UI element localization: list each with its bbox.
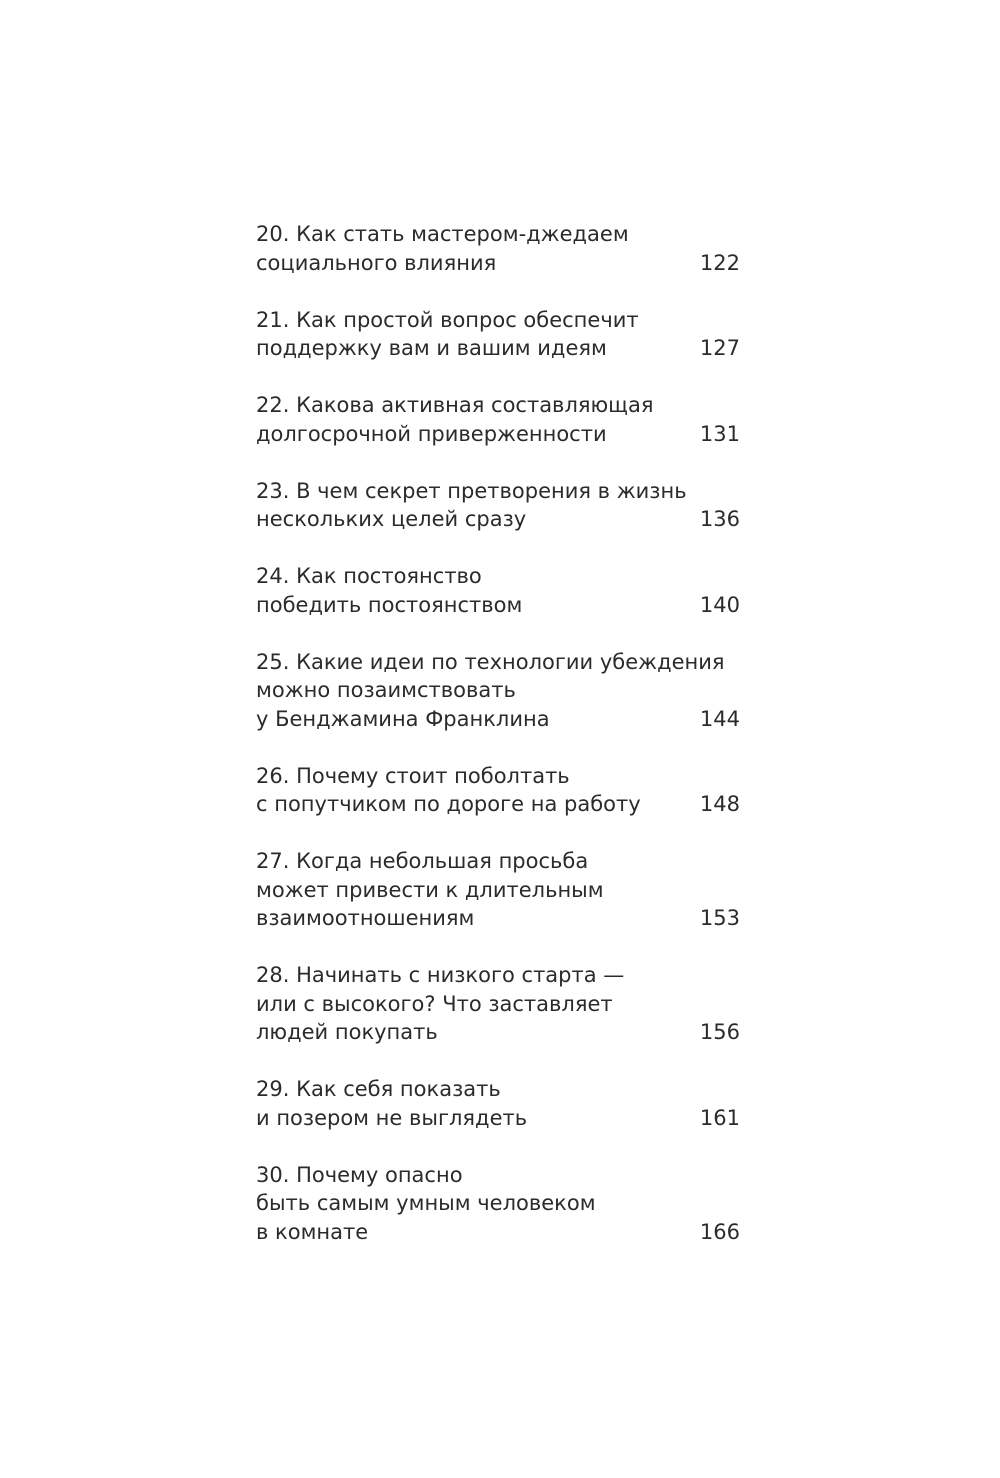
toc-entry-page-number: 153 [699, 906, 740, 930]
toc-entry [256, 847, 740, 933]
toc-entry-title-line: нескольких целей сразу [256, 507, 527, 531]
toc-entry [256, 961, 740, 1047]
toc-entry-title-line: можно позаимствовать [256, 678, 516, 702]
toc-entry-title-line: взаимоотношениям [256, 906, 475, 930]
toc-entry-title-line: у Бенджамина Франклина [256, 706, 550, 731]
toc-entry [256, 477, 740, 534]
toc-entry-page-number: 166 [699, 1219, 740, 1244]
toc-entry-page-number: 122 [699, 250, 740, 275]
toc-entry-page-number: 140 [699, 592, 740, 617]
toc-entry-title-line: долгосрочной приверженности [256, 421, 607, 446]
toc-entry-title-line: и позером не выглядеть [256, 1105, 528, 1130]
toc-entry [256, 1075, 740, 1132]
toc-entry-title-line: 20. Как стать мастером-джедаем [256, 222, 629, 246]
toc-entry-title-line: 29. Как себя показать [256, 1077, 501, 1101]
toc-entry-title-line: 30. Почему опасно [256, 1162, 463, 1187]
toc-entry [256, 562, 740, 619]
toc-entry-title-line: или с высокого? Что заставляет [256, 991, 613, 1016]
table-of-contents [256, 220, 740, 1275]
toc-entry-title-line: 25. Какие идеи по технологии убеждения [256, 649, 725, 674]
toc-entry-page-number: 148 [699, 792, 740, 816]
toc-entry-title-line: в комнате [256, 1219, 369, 1244]
toc-entry-title-line: 26. Почему стоит поболтать [256, 763, 570, 788]
toc-entry-title-line: может привести к длительным [256, 877, 604, 902]
toc-entry-title-line: 24. Как постоянство [256, 564, 482, 588]
toc-entry [256, 648, 740, 734]
toc-entry [256, 762, 740, 819]
toc-entry-title-line: 23. В чем секрет претворения в жизнь [256, 478, 687, 503]
toc-entry-page-number: 127 [699, 336, 740, 360]
toc-entry-title-line: людей покупать [256, 1020, 438, 1044]
toc-entry-page-number: 161 [699, 1105, 740, 1130]
toc-entry-title-line: победить постоянством [256, 592, 523, 617]
toc-entry-title-line: 28. Начинать с низкого старта — [256, 963, 625, 987]
toc-entry-title-line: социального влияния [256, 250, 497, 275]
toc-entry-title-line: 21. Как простой вопрос обеспечит [256, 307, 639, 332]
toc-entry-title-line: 27. Когда небольшая просьба [256, 849, 589, 873]
toc-entry-page-number: 144 [699, 706, 740, 731]
toc-entry-title-line: с попутчиком по дороге на работу [256, 792, 641, 816]
toc-entry [256, 220, 740, 277]
toc-entry-title-line: быть самым умным человеком [256, 1191, 596, 1215]
toc-entry-page-number: 136 [699, 507, 740, 531]
toc-entry-title-line: поддержку вам и вашим идеям [256, 336, 607, 360]
toc-entry-page-number: 156 [699, 1020, 740, 1044]
toc-entry [256, 1161, 740, 1247]
toc-entry [256, 391, 740, 448]
toc-entry-page-number: 131 [699, 421, 740, 446]
toc-entry [256, 306, 740, 363]
toc-entry-title-line: 22. Какова активная составляющая [256, 393, 654, 417]
